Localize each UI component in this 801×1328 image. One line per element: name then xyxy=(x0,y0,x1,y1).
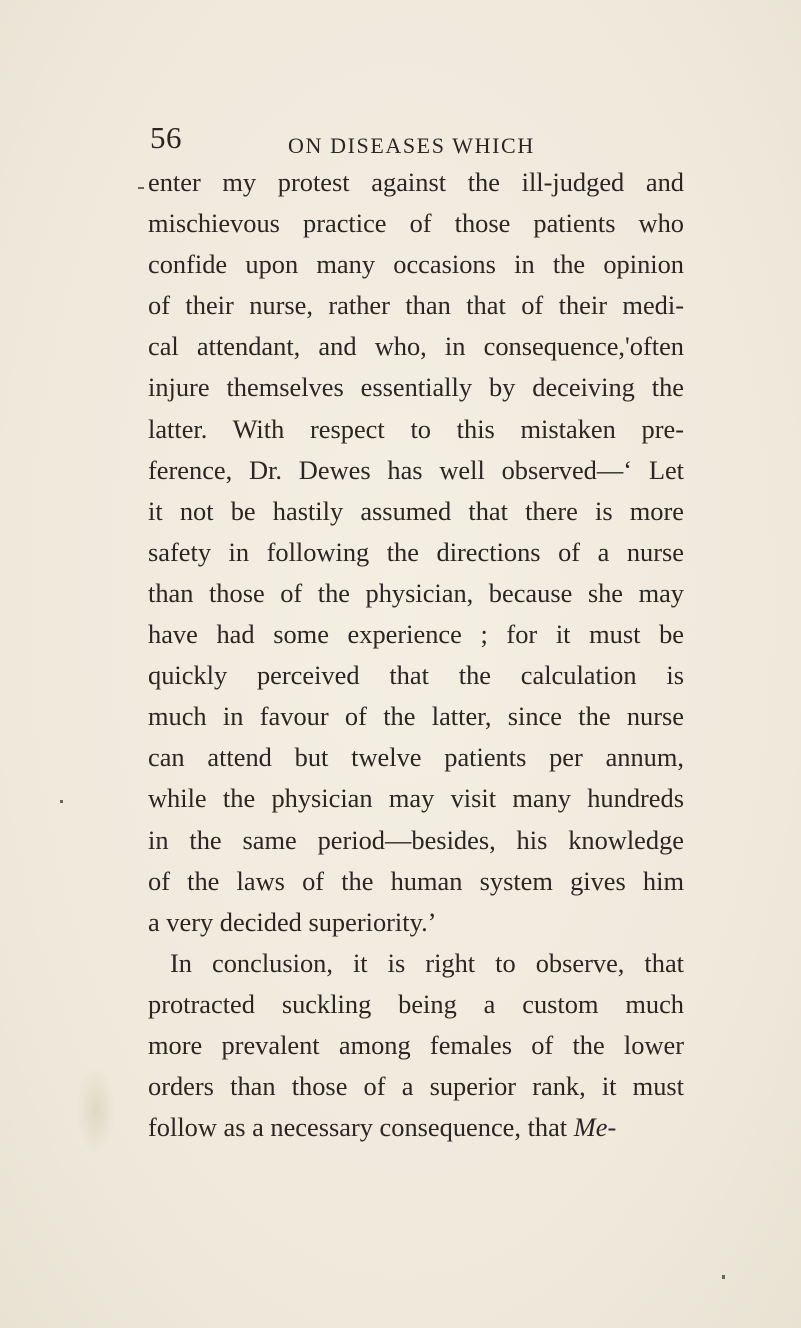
text-line: quickly perceived that the calculation is xyxy=(148,660,684,691)
text-line: confide upon many occasions in the opinion xyxy=(148,249,684,280)
text-line: of the laws of the human system gives him xyxy=(148,865,684,896)
text-line: much in favour of the latter, since the nurse xyxy=(148,701,684,732)
page-number: 56 xyxy=(150,120,182,155)
text-line: ference, Dr. Dewes has well observed—‘ Let xyxy=(148,454,684,485)
text-line: it not be hastily assumed that there is more xyxy=(148,495,684,526)
text-line: mischievous practice of those patients who xyxy=(148,208,684,239)
body-text xyxy=(148,162,684,1148)
final-line-text: follow as a necessary consequence, that xyxy=(148,1112,574,1143)
text-line: cal attendant, and who, in consequence,'often xyxy=(148,331,684,362)
text-line: can attend but twelve patients per annum, xyxy=(148,742,684,773)
stray-ink-mark xyxy=(722,1275,725,1279)
text-line: of their nurse, rather than that of their medi- xyxy=(148,290,684,321)
text-line: in the same period—besides, his knowledge xyxy=(148,824,684,855)
text-line: than those of the physician, because she may xyxy=(148,577,684,608)
text-line: orders than those of a superior rank, it must xyxy=(148,1071,684,1102)
text-line: injure themselves essentially by deceiving the xyxy=(148,372,684,403)
final-line-italic-word: Me- xyxy=(573,1112,617,1143)
text-line: a very decided superiority.’ xyxy=(148,906,437,937)
paragraph-start-line: In conclusion, it is right to observe, that xyxy=(170,947,684,978)
stray-ink-mark xyxy=(138,187,144,189)
text-line: protracted suckling being a custom much xyxy=(148,988,684,1019)
text-line: more prevalent among females of the lower xyxy=(148,1029,684,1060)
text-line: while the physician may visit many hundreds xyxy=(148,783,684,814)
running-head: ON DISEASES WHICH xyxy=(288,133,535,158)
text-line: enter my protest against the ill-judged and xyxy=(148,167,684,197)
paper-stain xyxy=(76,1065,116,1155)
text-line: have had some experience ; for it must be xyxy=(148,619,684,650)
stray-ink-mark xyxy=(60,800,63,803)
text-line-final xyxy=(148,1107,684,1148)
text-line: safety in following the directions of a nurse xyxy=(148,536,684,567)
text-line: latter. With respect to this mistaken pre- xyxy=(148,413,684,444)
